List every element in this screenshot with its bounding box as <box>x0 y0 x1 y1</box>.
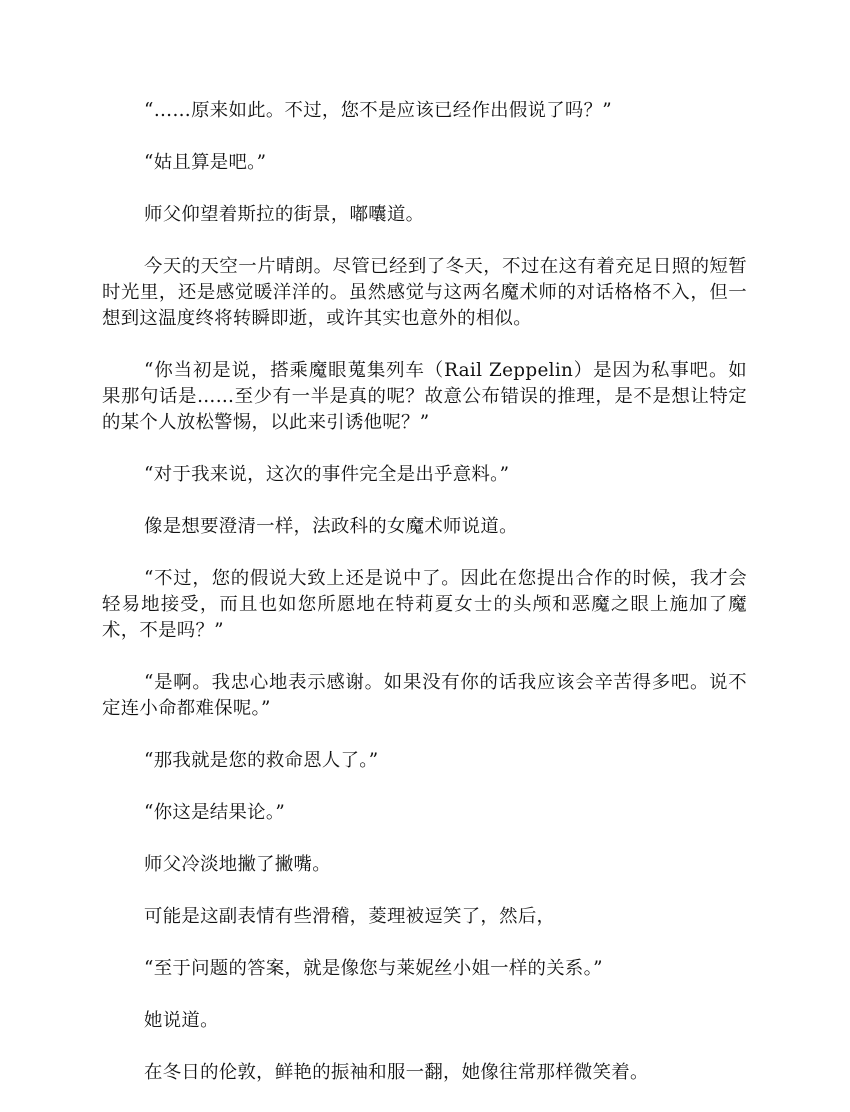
paragraph-3: 师父仰望着斯拉的街景，嘟囔道。 <box>144 204 425 225</box>
paragraph-13: 可能是这副表情有些滑稽，菱理被逗笑了，然后， <box>144 906 556 927</box>
paragraph-12: 师父冷淡地撇了撇嘴。 <box>144 854 331 875</box>
paragraph-1: “……原来如此。不过，您不是应该已经作出假说了吗？” <box>144 100 612 121</box>
paragraph-10: “那我就是您的救命恩人了。” <box>144 750 379 771</box>
paragraph-5: “你当初是说，搭乘魔眼蒐集列车（Rail Zeppelin）是因为私事吧。如果那句话是……至少有一半是真的呢？故意公布错误的推理，是不是想让特定的某个人放松警惕，以此来引诱他呢？” <box>102 360 747 433</box>
paragraph-16: 在冬日的伦敦，鲜艳的振袖和服一翻，她像往常那样微笑着。 <box>144 1062 649 1083</box>
paragraph-9: “是啊。我忠心地表示感谢。如果没有你的话我应该会辛苦得多吧。说不定连小命都难保呢。” <box>102 672 747 719</box>
paragraph-4: 今天的天空一片晴朗。尽管已经到了冬天，不过在这有着充足日照的短暂时光里，还是感觉暖洋洋的。虽然感觉与这两名魔术师的对话格格不入，但一想到这温度终将转瞬即逝，或许其实也意外的相似。 <box>102 256 747 329</box>
paragraph-11: “你这是结果论。” <box>144 802 286 823</box>
paragraph-14: “至于问题的答案，就是像您与莱妮丝小姐一样的关系。” <box>144 958 603 979</box>
paragraph-8: “不过，您的假说大致上还是说中了。因此在您提出合作的时候，我才会轻易地接受，而且也如您所愿地在特莉夏女士的头颅和恶魔之眼上施加了魔术，不是吗？” <box>102 568 747 641</box>
paragraph-15: 她说道。 <box>144 1010 219 1031</box>
paragraph-2: “姑且算是吧。” <box>144 152 267 173</box>
paragraph-7: 像是想要澄清一样，法政科的女魔术师说道。 <box>144 516 518 537</box>
paragraph-6: “对于我来说，这次的事件完全是出乎意料。” <box>144 464 510 485</box>
document-body <box>102 98 747 1112</box>
